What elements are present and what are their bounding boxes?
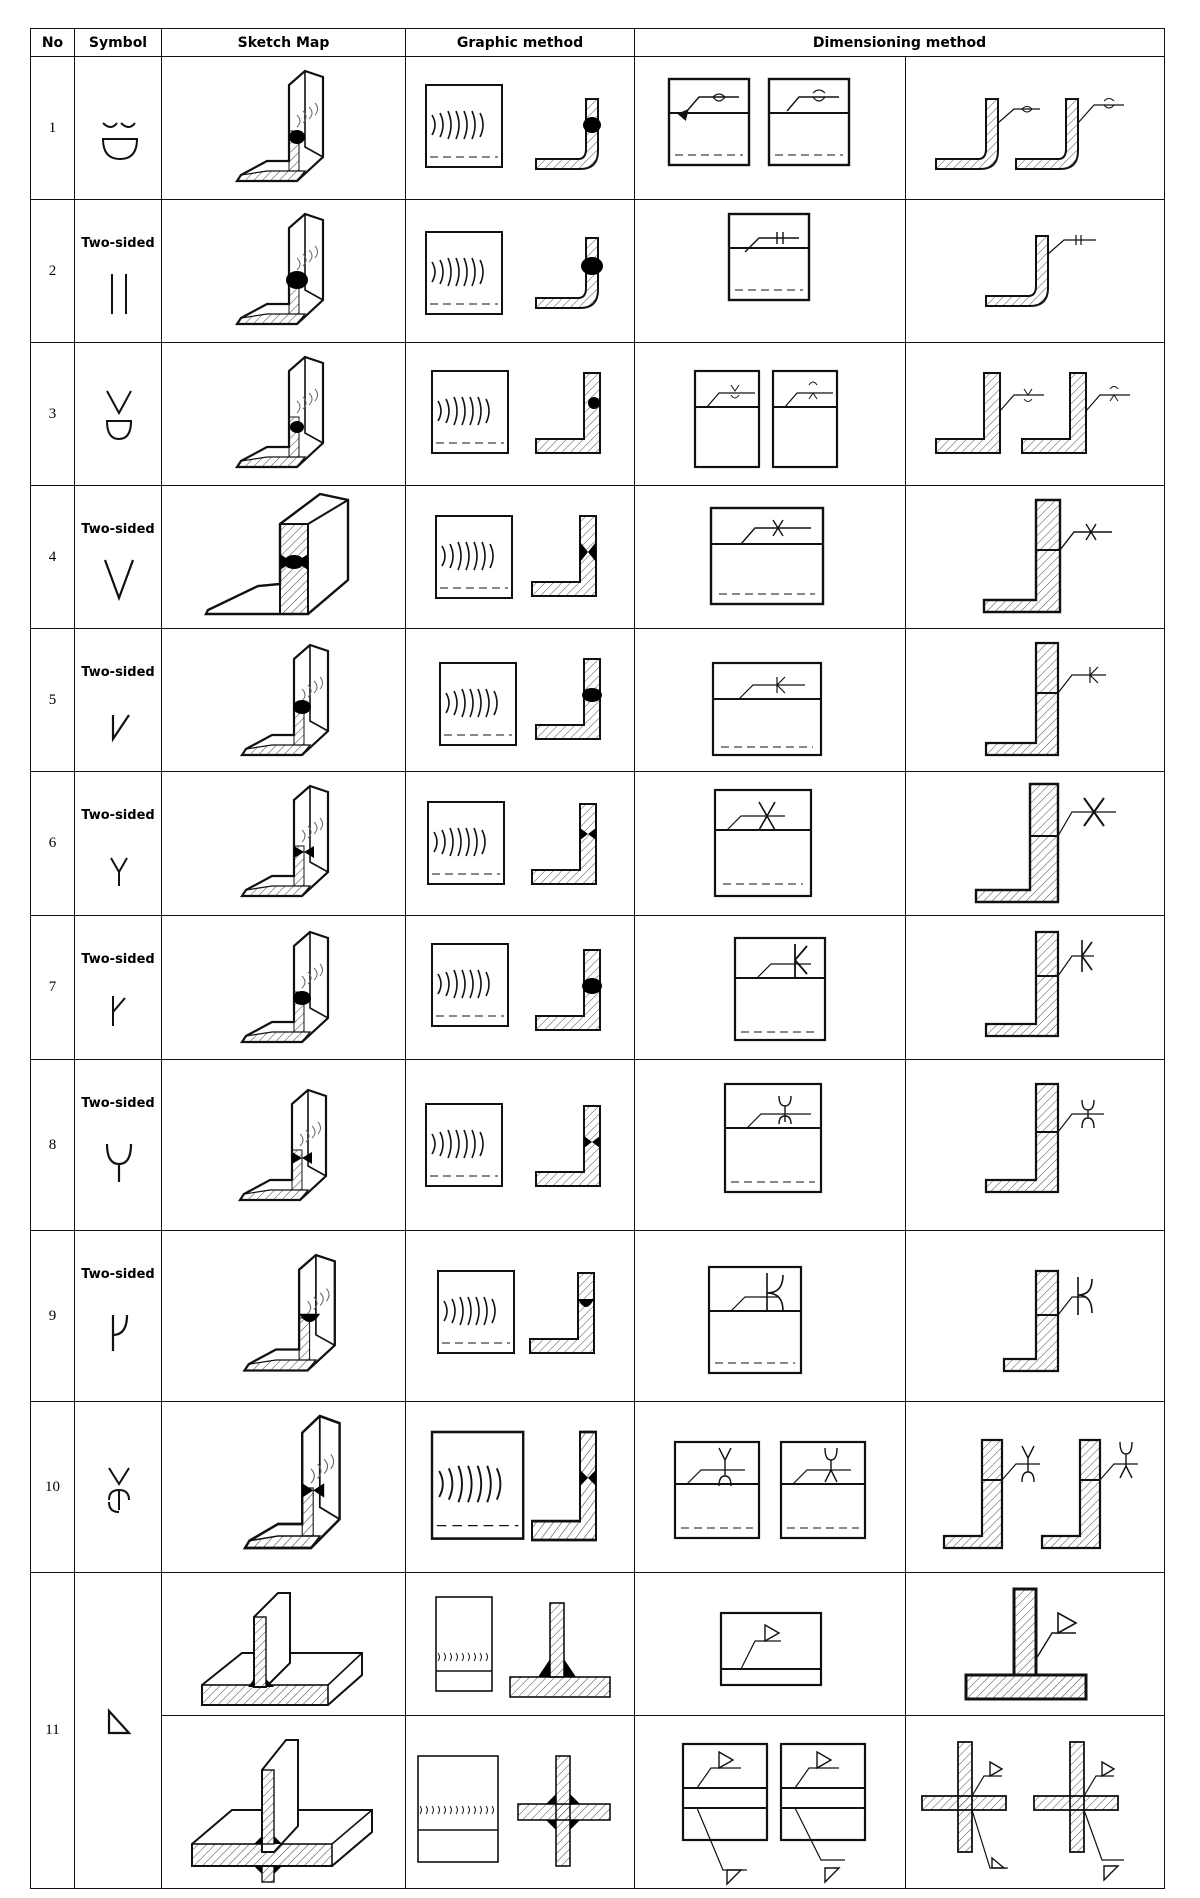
sketch-map-drawing <box>162 1573 406 1715</box>
sketch-map-drawing <box>162 772 406 915</box>
graphic-method-cell <box>406 57 635 200</box>
row-number: 1 <box>31 57 75 200</box>
dimensioning-box-cell <box>635 1716 906 1889</box>
two-sided-label: Two-sided <box>81 952 155 967</box>
table-row <box>31 772 1165 916</box>
graphic-method-cell <box>406 1402 635 1573</box>
weld-symbol-icon <box>75 1573 162 1887</box>
table-row <box>31 57 1165 200</box>
graphic-method-cell <box>406 1231 635 1402</box>
dimensioning-box-cell <box>635 1231 906 1402</box>
sketch-map-drawing <box>162 343 406 485</box>
table-row <box>31 1231 1165 1402</box>
table-row <box>31 343 1165 486</box>
row-number: 6 <box>31 772 75 916</box>
dimensioning-box-cell <box>635 343 906 486</box>
header-graphic-method: Graphic method <box>406 29 635 57</box>
sketch-map-drawing <box>162 1402 406 1572</box>
dimensioning-box-drawing <box>635 1573 906 1715</box>
dimensioning-section-drawing <box>906 772 1165 915</box>
graphic-method-cell <box>406 343 635 486</box>
two-sided-label: Two-sided <box>81 1096 155 1111</box>
dimensioning-box-cell <box>635 1573 906 1716</box>
dimensioning-box-cell <box>635 629 906 772</box>
graphic-method-drawing <box>406 1231 635 1401</box>
dimensioning-section-cell <box>906 343 1165 486</box>
dimensioning-box-drawing <box>635 1402 906 1572</box>
sketch-map-drawing <box>162 629 406 771</box>
graphic-method-cell <box>406 1573 635 1716</box>
row-number: 4 <box>31 486 75 629</box>
table-row <box>31 629 1165 772</box>
symbol-cell <box>75 1060 162 1231</box>
dimensioning-section-cell <box>906 1231 1165 1402</box>
dimensioning-section-drawing <box>906 343 1165 485</box>
weld-symbol-icon <box>75 1402 162 1572</box>
symbol-cell <box>75 1573 162 1889</box>
dimensioning-section-drawing <box>906 1402 1165 1572</box>
graphic-method-drawing <box>406 343 635 485</box>
dimensioning-section-cell <box>906 1573 1165 1716</box>
row-number: 2 <box>31 200 75 343</box>
weld-symbol-icon <box>75 629 162 771</box>
two-sided-label: Two-sided <box>81 522 155 537</box>
weld-symbol-icon <box>75 57 162 199</box>
sketch-map-drawing <box>162 1231 406 1401</box>
dimensioning-box-cell <box>635 916 906 1060</box>
table-row <box>31 1716 1165 1889</box>
header-dimensioning-method: Dimensioning method <box>635 29 1165 57</box>
dimensioning-section-cell <box>906 1402 1165 1573</box>
graphic-method-cell <box>406 1060 635 1231</box>
graphic-method-drawing <box>406 1573 635 1715</box>
weld-symbol-icon <box>75 343 162 485</box>
dimensioning-section-cell <box>906 629 1165 772</box>
dimensioning-box-drawing <box>635 57 906 199</box>
weld-symbol-icon <box>75 1060 162 1230</box>
two-sided-label: Two-sided <box>81 1267 155 1282</box>
weld-symbol-icon <box>75 772 162 915</box>
sketch-map-drawing <box>162 57 406 199</box>
sketch-map-drawing <box>162 1716 406 1888</box>
dimensioning-section-cell <box>906 200 1165 343</box>
dimensioning-box-cell <box>635 1060 906 1231</box>
dimensioning-section-cell <box>906 1716 1165 1889</box>
row-number: 5 <box>31 629 75 772</box>
row-number: 11 <box>31 1573 75 1889</box>
graphic-method-drawing <box>406 1402 635 1572</box>
symbol-cell <box>75 629 162 772</box>
sketch-map-cell <box>162 343 406 486</box>
sketch-map-cell <box>162 1060 406 1231</box>
symbol-cell <box>75 200 162 343</box>
graphic-method-cell <box>406 629 635 772</box>
header-symbol: Symbol <box>75 29 162 57</box>
header-sketch-map: Sketch Map <box>162 29 406 57</box>
dimensioning-box-drawing <box>635 916 906 1059</box>
header-no: No <box>31 29 75 57</box>
two-sided-label: Two-sided <box>81 236 155 251</box>
symbol-cell <box>75 1231 162 1402</box>
symbol-cell <box>75 486 162 629</box>
graphic-method-cell <box>406 916 635 1060</box>
weld-symbol-icon <box>75 200 162 342</box>
graphic-method-drawing <box>406 200 635 342</box>
graphic-method-cell <box>406 486 635 629</box>
two-sided-label: Two-sided <box>81 808 155 823</box>
dimensioning-box-cell <box>635 772 906 916</box>
dimensioning-section-drawing <box>906 1231 1165 1401</box>
table-row <box>31 486 1165 629</box>
header-row <box>31 29 1165 57</box>
sketch-map-drawing <box>162 486 406 628</box>
weld-symbol-table <box>30 28 1165 1889</box>
dimensioning-box-cell <box>635 486 906 629</box>
weld-symbol-icon <box>75 1231 162 1401</box>
sketch-map-drawing <box>162 200 406 342</box>
dimensioning-box-drawing <box>635 343 906 485</box>
sketch-map-cell <box>162 1231 406 1402</box>
table-row <box>31 1402 1165 1573</box>
graphic-method-cell <box>406 772 635 916</box>
graphic-method-drawing <box>406 486 635 628</box>
dimensioning-box-drawing <box>635 200 906 342</box>
graphic-method-drawing <box>406 57 635 199</box>
weld-symbol-icon <box>75 486 162 628</box>
dimensioning-section-cell <box>906 486 1165 629</box>
graphic-method-cell <box>406 200 635 343</box>
dimensioning-box-drawing <box>635 1231 906 1401</box>
dimensioning-section-cell <box>906 1060 1165 1231</box>
dimensioning-section-drawing <box>906 916 1165 1059</box>
dimensioning-section-drawing <box>906 57 1165 199</box>
dimensioning-box-cell <box>635 57 906 200</box>
sketch-map-cell <box>162 57 406 200</box>
dimensioning-box-drawing <box>635 629 906 771</box>
dimensioning-box-drawing <box>635 1060 906 1230</box>
graphic-method-drawing <box>406 1716 635 1888</box>
table-row <box>31 1060 1165 1231</box>
row-number: 7 <box>31 916 75 1060</box>
symbol-cell <box>75 916 162 1060</box>
sketch-map-cell <box>162 1716 406 1889</box>
symbol-cell <box>75 343 162 486</box>
sketch-map-cell <box>162 200 406 343</box>
sketch-map-cell <box>162 1402 406 1573</box>
table-row <box>31 916 1165 1060</box>
symbol-cell <box>75 1402 162 1573</box>
row-number: 9 <box>31 1231 75 1402</box>
dimensioning-box-cell <box>635 1402 906 1573</box>
sketch-map-cell <box>162 1573 406 1716</box>
sketch-map-cell <box>162 486 406 629</box>
row-number: 10 <box>31 1402 75 1573</box>
dimensioning-section-drawing <box>906 1573 1165 1715</box>
graphic-method-drawing <box>406 916 635 1059</box>
sketch-map-drawing <box>162 916 406 1059</box>
symbol-cell <box>75 772 162 916</box>
dimensioning-section-drawing <box>906 486 1165 628</box>
graphic-method-drawing <box>406 772 635 915</box>
sketch-map-drawing <box>162 1060 406 1230</box>
dimensioning-box-drawing <box>635 486 906 628</box>
two-sided-label: Two-sided <box>81 665 155 680</box>
graphic-method-drawing <box>406 1060 635 1230</box>
dimensioning-section-drawing <box>906 629 1165 771</box>
row-number: 8 <box>31 1060 75 1231</box>
sketch-map-cell <box>162 916 406 1060</box>
dimensioning-section-drawing <box>906 1716 1165 1888</box>
row-number: 3 <box>31 343 75 486</box>
sketch-map-cell <box>162 629 406 772</box>
dimensioning-box-drawing <box>635 1716 906 1888</box>
dimensioning-section-drawing <box>906 1060 1165 1230</box>
graphic-method-cell <box>406 1716 635 1889</box>
sketch-map-cell <box>162 772 406 916</box>
weld-symbol-icon <box>75 916 162 1059</box>
dimensioning-box-drawing <box>635 772 906 915</box>
table-row <box>31 1573 1165 1716</box>
table-row <box>31 200 1165 343</box>
graphic-method-drawing <box>406 629 635 771</box>
dimensioning-box-cell <box>635 200 906 343</box>
dimensioning-section-cell <box>906 772 1165 916</box>
dimensioning-section-cell <box>906 57 1165 200</box>
dimensioning-section-cell <box>906 916 1165 1060</box>
dimensioning-section-drawing <box>906 200 1165 342</box>
symbol-cell <box>75 57 162 200</box>
